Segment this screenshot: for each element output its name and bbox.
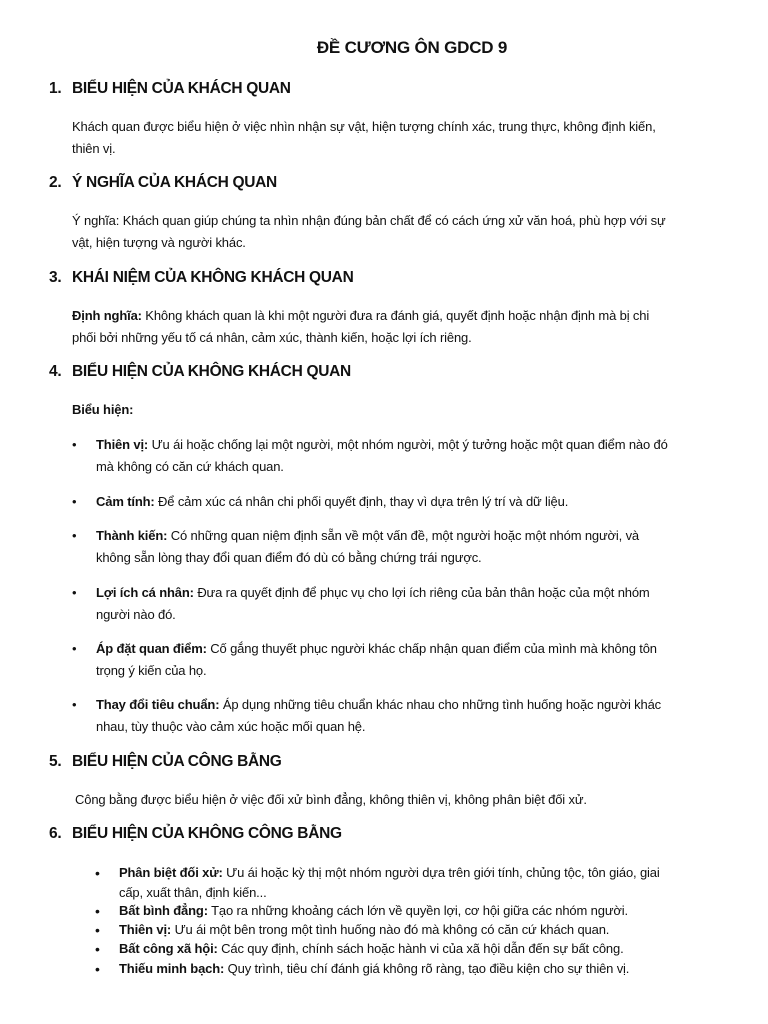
bullet-text: Có những quan niệm định sẵn về một vấn đề, một người hoặc một nhóm người, và <box>167 528 640 543</box>
bullet-term: Thay đổi tiêu chuẩn: <box>96 697 220 712</box>
bullet-term: Thiên vị: <box>119 922 172 937</box>
bullet-icon: • <box>72 585 77 600</box>
bullet-icon: • <box>72 697 77 712</box>
section-5-heading <box>49 753 282 771</box>
paragraph-line: phối bởi những yếu tố cá nhân, cảm xúc, thành kiến, hoặc lợi ích riêng. <box>72 330 472 345</box>
bullet-icon: • <box>95 865 100 881</box>
bullet-text: Cố gắng thuyết phục người khác chấp nhận quan điểm của mình mà không tôn <box>206 641 657 656</box>
bullet-text: Áp dụng những tiêu chuẩn khác nhau cho những tình huống hoặc người khác <box>219 697 662 712</box>
section-1-heading <box>49 80 291 98</box>
paragraph-line: Công bằng được biểu hiện ở việc đối xử bình đẳng, không thiên vị, không phân biệt đối xử. <box>75 792 587 807</box>
section-number: 5. <box>49 753 62 770</box>
bullet-icon: • <box>95 961 100 977</box>
section-number: 6. <box>49 825 62 842</box>
bullet-text: Quy trình, tiêu chí đánh giá không rõ ràng, tạo điều kiện cho sự thiên vị. <box>224 961 630 976</box>
bullet-text: Các quy định, chính sách hoặc hành vi của xã hội dẫn đến sự bất công. <box>217 941 624 956</box>
paragraph-line: thiên vị. <box>72 141 116 156</box>
bullet-term: Thiếu minh bạch: <box>119 961 225 976</box>
sublabel-text: Biểu hiện: <box>72 402 134 417</box>
bullet-icon: • <box>95 922 100 938</box>
section-title: KHÁI NIỆM CỦA KHÔNG KHÁCH QUAN <box>72 269 354 286</box>
bullet-term: Áp đặt quan điểm: <box>96 641 207 656</box>
bullet-term: Bất bình đẳng: <box>119 903 208 918</box>
bullet-icon: • <box>95 941 100 957</box>
list-item <box>95 901 745 921</box>
list-item <box>95 959 745 979</box>
list-item <box>72 582 722 626</box>
document-title: ĐỀ CƯƠNG ÔN GDCD 9 <box>316 38 508 57</box>
bullet-text: Để cảm xúc cá nhân chi phối quyết định, thay vì dựa trên lý trí và dữ liệu. <box>154 494 569 509</box>
bullet-text: không sẵn lòng thay đổi quan điểm đó dù có bằng chứng trái ngược. <box>96 550 482 565</box>
bullet-icon: • <box>72 528 77 543</box>
bullet-icon: • <box>72 641 77 656</box>
bullet-text: nhau, tùy thuộc vào cảm xúc hoặc mối quan hệ. <box>96 719 366 734</box>
list-item <box>72 638 722 682</box>
bullet-text: Ưu ái hoặc chống lại một người, một nhóm người, một ý tưởng hoặc một quan điểm nào đó <box>148 437 668 452</box>
section-2-heading <box>49 174 277 192</box>
bullet-term: Lợi ích cá nhân: <box>96 585 194 600</box>
list-item <box>72 491 722 513</box>
section-2-paragraph <box>72 210 712 254</box>
section-4-sublabel <box>72 399 712 421</box>
paragraph-line: Không khách quan là khi một người đưa ra đánh giá, quyết định hoặc nhận định mà bị chi <box>141 308 650 323</box>
paragraph-line: vật, hiện tượng và người khác. <box>72 235 246 250</box>
bullet-term: Bất công xã hội: <box>119 941 218 956</box>
section-number: 1. <box>49 80 62 97</box>
section-5-paragraph <box>75 789 715 811</box>
bullet-text: Ưu ái hoặc kỳ thị một nhóm người dựa trên giới tính, chủng tộc, tôn giáo, giai <box>222 865 660 880</box>
list-item <box>95 863 745 903</box>
section-number: 2. <box>49 174 62 191</box>
bullet-text: Đưa ra quyết định để phục vụ cho lợi ích riêng của bản thân hoặc của một nhóm <box>193 585 650 600</box>
section-3-paragraph <box>72 305 712 349</box>
section-3-heading <box>49 269 353 287</box>
list-item <box>95 939 745 959</box>
bullet-icon: • <box>72 494 77 509</box>
bullet-icon: • <box>72 437 77 452</box>
list-item <box>72 434 722 478</box>
section-title: Ý NGHĨA CỦA KHÁCH QUAN <box>72 174 277 191</box>
section-6-heading <box>49 825 342 843</box>
list-item <box>72 525 722 569</box>
bullet-text: người nào đó. <box>96 607 176 622</box>
bullet-term: Thiên vị: <box>96 437 149 452</box>
bullet-term: Phân biệt đối xử: <box>119 865 223 880</box>
bullet-text: cấp, xuất thân, định kiến... <box>119 885 267 900</box>
section-title: BIỂU HIỆN CỦA KHÔNG KHÁCH QUAN <box>72 363 351 380</box>
bullet-term: Thành kiến: <box>96 528 168 543</box>
paragraph-line: Ý nghĩa: Khách quan giúp chúng ta nhìn nhận đúng bản chất để có cách ứng xử văn hoá, phù hợp với sự <box>72 213 666 228</box>
paragraph-line: Khách quan được biểu hiện ở việc nhìn nhận sự vật, hiện tượng chính xác, trung thực, không định kiến, <box>72 119 656 134</box>
bullet-text: mà không có căn cứ khách quan. <box>96 459 284 474</box>
bullet-text: Tạo ra những khoảng cách lớn về quyền lợi, cơ hội giữa các nhóm người. <box>207 903 628 918</box>
section-number: 4. <box>49 363 62 380</box>
list-item <box>95 920 745 940</box>
bullet-text: trọng ý kiến của họ. <box>96 663 207 678</box>
section-title: BIỂU HIỆN CỦA KHÔNG CÔNG BẰNG <box>72 825 342 842</box>
section-title: BIỂU HIỆN CỦA KHÁCH QUAN <box>72 80 291 97</box>
section-title: BIỂU HIỆN CỦA CÔNG BẰNG <box>72 753 282 770</box>
section-4-heading <box>49 363 351 381</box>
definition-label: Định nghĩa: <box>72 308 142 323</box>
bullet-icon: • <box>95 903 100 919</box>
list-item <box>72 694 722 738</box>
section-number: 3. <box>49 269 62 286</box>
bullet-term: Cảm tính: <box>96 494 155 509</box>
section-1-paragraph <box>72 116 712 160</box>
bullet-text: Ưu ái một bên trong một tình huống nào đó mà không có căn cứ khách quan. <box>171 922 610 937</box>
